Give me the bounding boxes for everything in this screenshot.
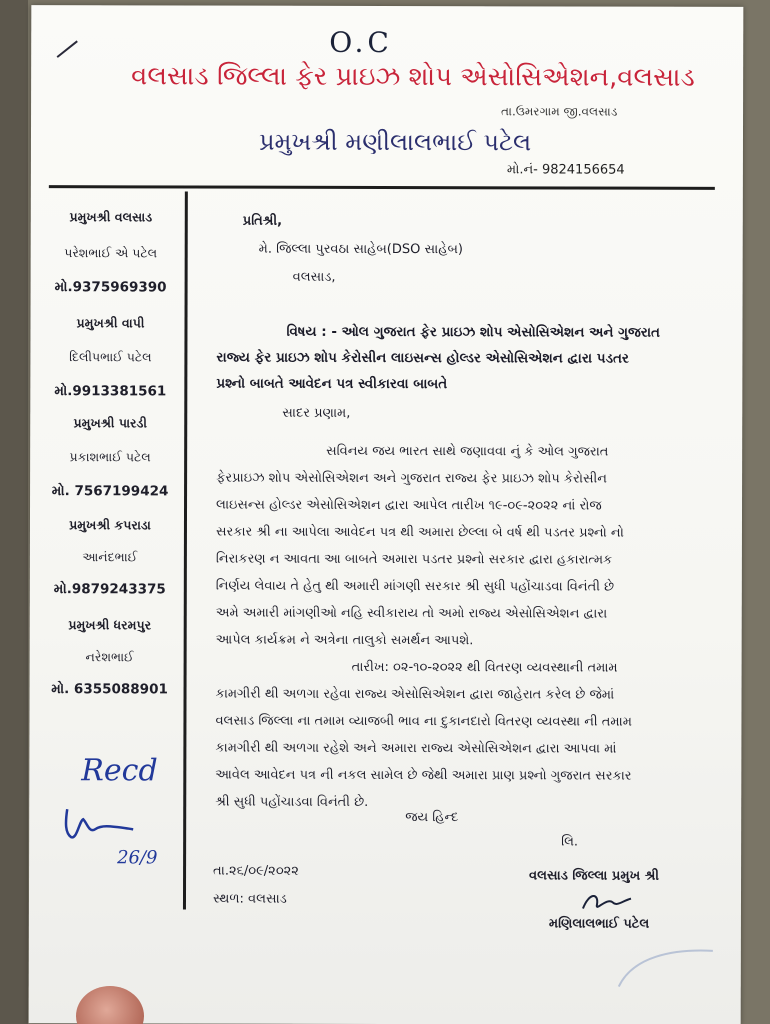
sidebar-mobile: મો. 7567199424	[51, 483, 169, 500]
subject-line: પ્રશ્નો બાબતે આવેદન પત્ર સ્વીકારવા બાબતે	[216, 375, 448, 393]
sidebar-mobile: મો.9879243375	[53, 581, 166, 598]
sidebar-name: નરેશભાઈ	[85, 649, 134, 665]
paragraph-line: ફેરપ્રાઇઝ શોપ એસોસિએશન અને ગુજરાત રાજ્ય ફેર પ્રાઇઝ શોપ કેરોસીન	[216, 470, 607, 487]
letter-to: પ્રતિશ્રી,	[242, 213, 283, 229]
handwritten-initials-icon	[59, 799, 139, 845]
sidebar-title: પ્રમુખશ્રી ધરમપુર	[68, 617, 152, 633]
sidebar-name: દિલીપભાઈ પટેલ	[69, 349, 152, 365]
sidebar-mobile: મો. 6355088901	[51, 681, 168, 698]
paragraph-line: સવિનય જય ભારત સાથે જણાવવા નું કે ઓલ ગુજરાત	[326, 443, 609, 460]
subject-line: વિષય : - ઓલ ગુજરાત ફેર પ્રાઇઝ શોપ એસોસિએશન અને ગુજરાત	[286, 323, 661, 341]
sidebar-title: પ્રમુખશ્રી કપરાડા	[69, 517, 151, 533]
letter-date: તા.૨૬/૦૯/૨૦૨૨	[213, 863, 299, 879]
signatory-title: વલસાડ જિલ્લા પ્રમુખ શ્રી	[529, 868, 660, 884]
signatory-name: મણિલાલભાઈ પટેલ	[548, 916, 650, 932]
subject-line: રાજ્ય ફેર પ્રાઇઝ શોપ કેરોસીન લાઇસન્સ હોલ્ડર એસોસિએશન દ્વારા પડતર	[216, 349, 629, 367]
paragraph-line: સરકાર શ્રી ના આપેલા આવેદન પત્ર થી અમારા છેલ્લા બે વર્ષ થી પડતર પ્રશ્નો નો	[215, 524, 624, 541]
sidebar-name: આનંદભાઈ	[82, 549, 138, 565]
handwritten-received: Recd	[81, 753, 158, 789]
pen-mark-icon	[53, 35, 83, 61]
paragraph-line: આપેલ કાર્યક્રમ ને અત્રેના તાલુકો સમર્થન આપશે.	[215, 632, 474, 649]
letter-page	[29, 5, 744, 1024]
paragraph-line: લાઇસન્સ હોલ્ડર એસોસિએશન દ્વારા આપેલ તારીખ ૧૯-૦૯-૨૦૨૨ નાં રોજ	[216, 497, 602, 514]
letter-city: વલસાડ,	[292, 269, 336, 285]
sidebar-divider	[183, 191, 188, 909]
sidebar-mobile: મો.9913381561	[54, 383, 167, 400]
sidebar-name: પરેશભાઈ એ પટેલ	[64, 245, 158, 261]
sidebar-name: પ્રકાશભાઈ પટેલ	[69, 449, 151, 465]
paragraph-line: અમે અમારી માંગણીઓ નહિ સ્વીકારાય તો અમો રાજ્ય એસોસિએશન દ્વારા	[215, 605, 608, 622]
president-mobile: મો.નં- 9824156654	[506, 162, 625, 178]
salutation: સાદર પ્રણામ,	[282, 405, 351, 421]
paragraph-line: શ્રી સુધી પહોંચાડવા વિનંતી છે.	[215, 794, 369, 810]
paragraph-line: કામગીરી થી અળગા રહેવા રાજ્ય એસોસિએશન દ્વારા જાહેરાત કરેલ છે જેમાં	[215, 686, 615, 703]
paragraph-line: નિર્ણય લેવાય તે હેતુ થી અમારી માંગણી સરકાર શ્રી સુધી પહોંચાડવા વિનંતી છે	[215, 578, 615, 595]
closing-li: લિ.	[561, 834, 579, 850]
paragraph-line: કામગીરી થી અળગા રહેશે અને અમારા રાજ્ય એસોસિએશન દ્વારા આપવા માં	[215, 740, 617, 757]
header-divider	[49, 185, 715, 190]
paragraph-line: આવેલ આવેદન પત્ર ની નકલ સામેલ છે જેથી અમારા પ્રાણ પ્રશ્નો ગુજરાત સરકાર	[215, 767, 632, 784]
taluka-line: તા.ઉમરગામ જી.વલસાડ	[501, 104, 618, 119]
sidebar-mobile: મો.9375969390	[54, 279, 167, 296]
sidebar-title: પ્રમુખશ્રી વાપી	[76, 315, 145, 331]
president-name: પ્રમુખશ્રી મણીલાલભાઈ પટેલ	[258, 127, 532, 157]
paragraph-line: તારીખ: ૦૨-૧૦-૨૦૨૨ થી વિતરણ વ્યવસ્થાની તમામ	[351, 659, 618, 676]
sidebar-title: પ્રમુખશ્રી વલસાડ	[69, 209, 153, 225]
letter-addressee: મે. જિલ્લા પુરવઠા સાહેબ(DSO સાહેબ)	[258, 241, 464, 258]
letter-place: સ્થળ: વલસાડ	[212, 891, 287, 907]
closing-jay-hind: જય હિન્દ	[405, 810, 459, 826]
organization-name: વલસાડ જિલ્લા ફેર પ્રાઇઝ શોપ એસોસિએશન,વલસાડ	[131, 61, 695, 93]
faint-pen-mark-icon	[613, 937, 723, 997]
signature-icon	[577, 887, 637, 917]
sidebar-title: પ્રમુખશ્રી પારડી	[73, 415, 147, 431]
paragraph-line: નિરાકરણ ન આવતા આ બાબતે અમારા પડતર પ્રશ્નો સરકાર દ્વારા હકારાત્મક	[215, 551, 613, 568]
oc-mark: O.C	[329, 25, 393, 60]
handwritten-date: 26/9	[117, 847, 158, 869]
paragraph-line: વલસાડ જિલ્લા ના તમામ વ્યાજબી ભાવ ના દુકાનદારો વિતરણ વ્યવસ્થા ની તમામ	[215, 713, 632, 730]
